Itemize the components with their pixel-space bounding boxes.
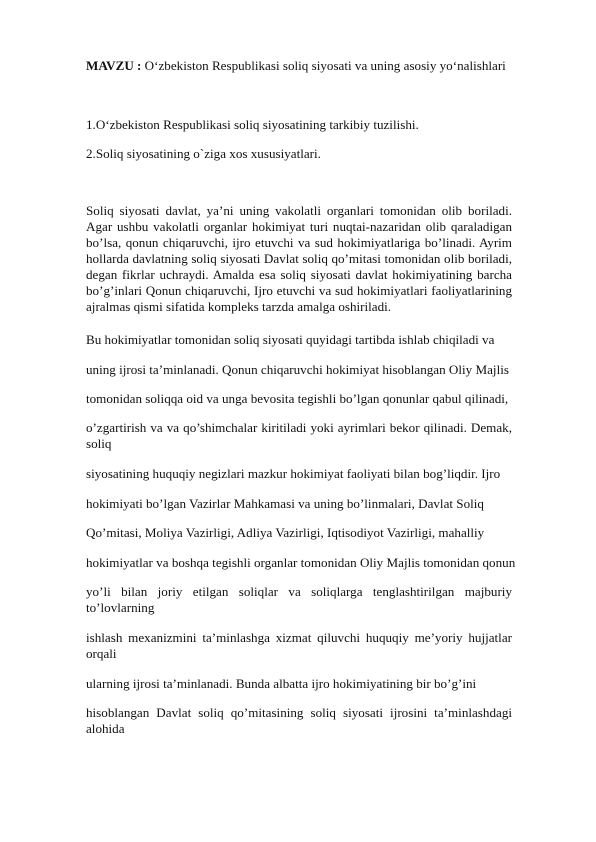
title-text: O‘zbekiston Respublikasi soliq siyosati va uning asosiy yo‘nalishlari: [141, 58, 506, 73]
body-line-11: ularning ijrosi ta’minlanadi. Bunda albatta ijro hokimiyatining bir bo’g’ini: [86, 676, 477, 691]
body-line-5: siyosatining huquqiy negizlari mazkur hokimiyat faoliyati bilan bog’liqdir. Ijro: [86, 466, 501, 481]
document-title: [86, 58, 512, 74]
body-line-12-wrap: alohida: [86, 721, 125, 736]
body-line-1: Bu hokimiyatlar tomonidan soliq siyosati quyidagi tartibda ishlab chiqiladi va: [86, 332, 495, 347]
body-line-10-wrap: orqali: [86, 646, 117, 661]
body-line-3: tomonidan soliqqa oid va unga bevosita tegishli bo’lgan qonunlar qabul qilinadi,: [86, 391, 509, 406]
body-line-9-wrap: to’lovlarning: [86, 600, 155, 615]
body-line-12: hisoblangan Davlat soliq qo’mitasining soliq siyosati ijrosini ta’minlashdagi: [86, 705, 512, 720]
toc-item-2: 2.Soliq siyosatining o`ziga xos xususiyatlari.: [86, 146, 321, 161]
body-line-7: Qo’mitasi, Moliya Vazirligi, Adliya Vazirligi, Iqtisodiyot Vazirligi, mahalliy: [86, 525, 485, 540]
title-label: MAVZU :: [86, 58, 142, 73]
body-line-8: hokimiyatlar va boshqa tegishli organlar tomonidan Oliy Majlis tomonidan qonun: [86, 555, 516, 570]
intro-paragraph: Soliq siyosati davlat, ya’ni uning vakolatli organlari tomonidan olib boriladi. Agar ushbu vakolatli organlar hokimiyat turi nuqtai-nazaridan olib qaraladigan bo’lsa, qonun chiqaruvchi, ijro etuvchi va sud hokimiyatlariga bo’linadi. Ayrim hollarda davlatning soliq siyosati Davlat soliq qo’mitasi tomonidan olib boriladi, degan fikrlar uchraydi. Amalda esa soliq siyosati davlat hokimiyatining barcha bo’g’inlari Qonun chiqaruvchi, Ijro etuvchi va sud hokimiyatlari faoliyatlarining ajralmas qismi sifatida kompleks tarzda amalga oshiriladi.: [86, 203, 512, 315]
toc-item-1: 1.O‘zbekiston Respublikasi soliq siyosatining tarkibiy tuzilishi.: [86, 117, 419, 132]
body-line-4-wrap: soliq: [86, 436, 112, 451]
body-line-10: ishlash mexanizmini ta’minlashga xizmat qiluvchi huquqiy me’yoriy hujjatlar: [86, 630, 512, 645]
body-line-6: hokimiyati bo’lgan Vazirlar Mahkamasi va uning bo’linmalari, Davlat Soliq: [86, 496, 484, 511]
body-line-2: uning ijrosi ta’minlanadi. Qonun chiqaruvchi hokimiyat hisoblangan Oliy Majlis: [86, 362, 509, 377]
body-line-9: yo’li bilan joriy etilgan soliqlar va soliqlarga tenglashtirilgan majburiy: [86, 584, 512, 599]
body-line-4: o’zgartirish va va qo’shimchalar kiritiladi yoki ayrimlari bekor qilinadi. Demak,: [86, 420, 512, 435]
